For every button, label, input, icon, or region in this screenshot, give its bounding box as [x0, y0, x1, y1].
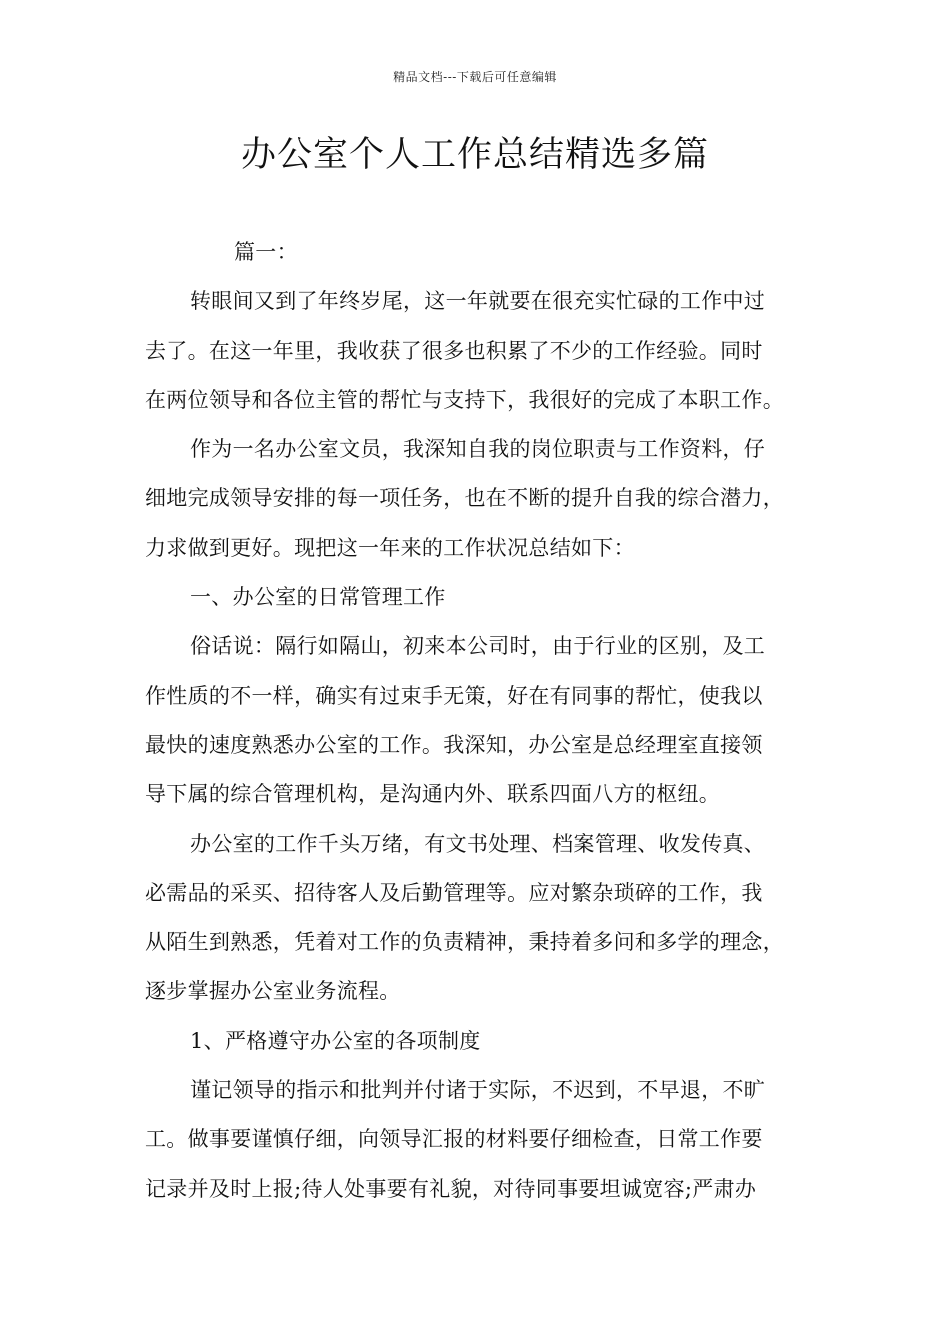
subsection-heading: 一、办公室的日常管理工作 — [190, 585, 446, 610]
paragraph-line: 转眼间又到了年终岁尾，这一年就要在很充实忙碌的工作中过 — [190, 289, 766, 314]
document-title: 办公室个人工作总结精选多篇 — [240, 135, 709, 175]
paragraph-line: 从陌生到熟悉，凭着对工作的负责精神，秉持着多问和多学的理念， — [145, 930, 784, 955]
paragraph-line: 作性质的不一样，确实有过束手无策，好在有同事的帮忙，使我以 — [145, 683, 763, 708]
paragraph-line: 在两位领导和各位主管的帮忙与支持下，我很好的完成了本职工作。 — [145, 387, 784, 412]
header-note: 精品文档---下载后可任意编辑 — [393, 70, 557, 84]
section-heading: 篇一： — [234, 240, 298, 264]
document-body — [145, 232, 825, 1218]
paragraph-line: 办公室的工作千头万绪，有文书处理、档案管理、收发传真、 — [190, 831, 766, 856]
paragraph-line: 导下属的综合管理机构，是沟通内外、联系四面八方的枢纽。 — [145, 782, 721, 807]
paragraph-line: 最快的速度熟悉办公室的工作。我深知，办公室是总经理室直接领 — [145, 732, 763, 757]
paragraph-line: 记录并及时上报;待人处事要有礼貌，对待同事要坦诚宽容;严肃办 — [145, 1176, 757, 1201]
paragraph-line: 必需品的采买、招待客人及后勤管理等。应对繁杂琐碎的工作，我 — [145, 880, 763, 905]
paragraph-line: 力求做到更好。现把这一年来的工作状况总结如下： — [145, 535, 635, 560]
paragraph-line: 去了。在这一年里，我收获了很多也积累了不少的工作经验。同时 — [145, 338, 763, 363]
paragraph-line: 逐步掌握办公室业务流程。 — [145, 979, 401, 1004]
paragraph-line: 谨记领导的指示和批判并付诸于实际，不迟到，不早退，不旷 — [190, 1078, 766, 1103]
paragraph-line: 作为一名办公室文员，我深知自我的岗位职责与工作资料，仔 — [190, 437, 766, 462]
paragraph-line: 细地完成领导安排的每一项任务，也在不断的提升自我的综合潜力， — [145, 486, 784, 511]
paragraph-line: 工。做事要谨慎仔细，向领导汇报的材料要仔细检查，日常工作要 — [145, 1127, 763, 1152]
paragraph-line: 俗话说：隔行如隔山，初来本公司时，由于行业的区别，及工 — [190, 634, 766, 659]
item-heading: 1、严格遵守办公室的各项制度 — [190, 1028, 481, 1053]
